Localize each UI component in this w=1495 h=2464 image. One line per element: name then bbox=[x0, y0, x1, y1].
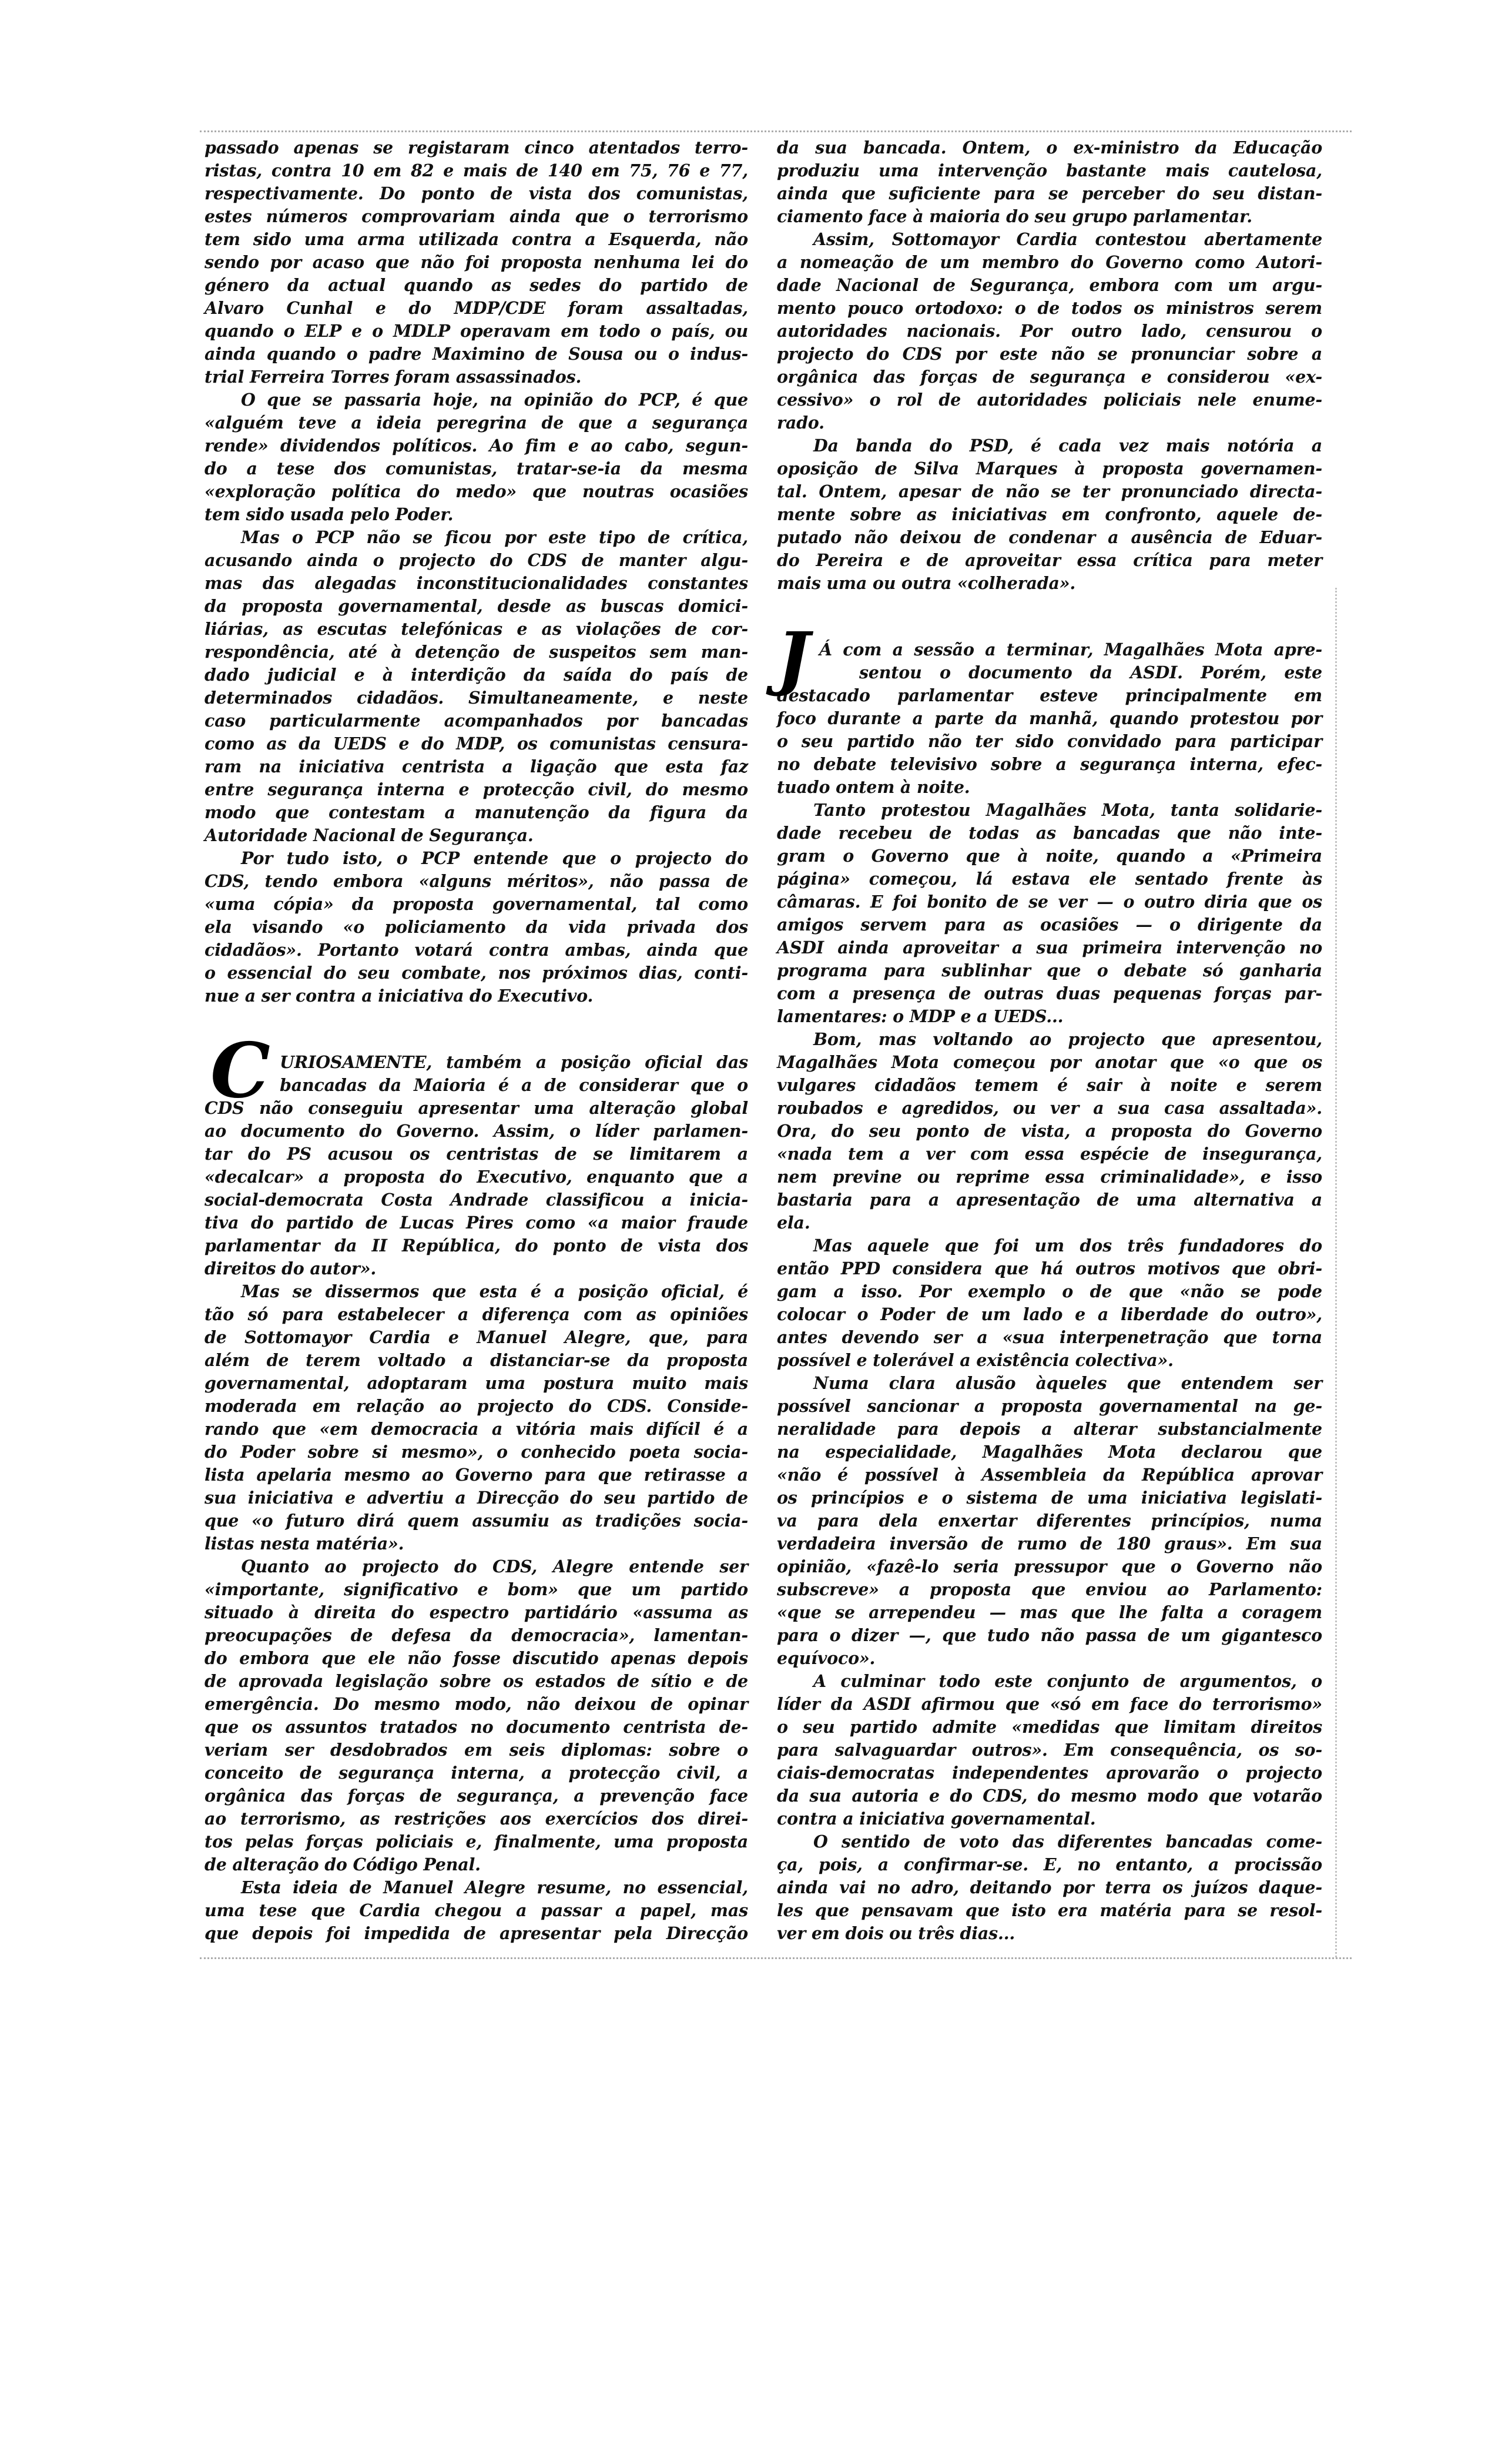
text-line: orgânica das forças de segurança, a prevenção face bbox=[205, 1786, 748, 1806]
text-line: ao terrorismo, as restrições aos exercícios dos direi- bbox=[205, 1809, 748, 1829]
text-line: Quanto ao projecto do CDS, Alegre entende ser bbox=[241, 1556, 748, 1576]
text-line: bastaria para a apresentação de uma alternativa a bbox=[777, 1190, 1322, 1210]
paragraph bbox=[205, 526, 748, 847]
text-line: les que pensavam que isto era matéria para se resol- bbox=[777, 1900, 1322, 1920]
text-line: sentou o documento da ASDI. Porém, este bbox=[859, 662, 1322, 682]
text-line: cessivo» o rol de autoridades policiais nele enume- bbox=[777, 390, 1322, 410]
text-line: governamental, adoptaram uma postura muito mais bbox=[205, 1373, 748, 1393]
text-line: género da actual quando as sedes do partido de bbox=[205, 275, 748, 295]
text-line: de alteração do Código Penal. bbox=[205, 1854, 481, 1874]
text-line: tiva do partido de Lucas Pires como «a maior fraude bbox=[205, 1213, 748, 1233]
text-line: o seu partido não ter sido convidado para participar bbox=[777, 731, 1322, 751]
text-line: de Sottomayor Cardia e Manuel Alegre, que, para bbox=[205, 1327, 748, 1347]
text-line: projecto do CDS por este não se pronunciar sobre a bbox=[777, 344, 1322, 364]
text-line: tem sido uma arma utilizada contra a Esquerda, não bbox=[205, 229, 748, 249]
text-line: Da banda do PSD, é cada vez mais notória a bbox=[813, 436, 1322, 456]
paragraph bbox=[777, 228, 1322, 434]
text-line: quando o ELP e o MDLP operavam em todo o país, ou bbox=[205, 321, 748, 341]
text-line: tem sido usada pelo Poder. bbox=[205, 504, 454, 524]
text-line: Ora, do seu ponto de vista, a proposta do Governo bbox=[777, 1121, 1322, 1141]
text-line: determinados cidadãos. Simultaneamente, e neste bbox=[205, 688, 748, 708]
text-line: o seu partido admite «medidas que limitam direitos bbox=[777, 1717, 1322, 1737]
text-line: ça, pois, a confirmar-se. E, no entanto, a procissão bbox=[777, 1854, 1322, 1874]
text-line: respectivamente. Do ponto de vista dos comunistas, bbox=[205, 183, 748, 203]
paragraph bbox=[777, 1830, 1322, 1945]
text-line: ainda que suficiente para se perceber do seu distan- bbox=[777, 183, 1322, 203]
text-line: entre segurança interna e protecção civil, do mesmo bbox=[205, 779, 748, 799]
text-line: Assim, Sottomayor Cardia contestou abertamente bbox=[813, 229, 1322, 249]
text-line: então PPD considera que há outros motivos que obri- bbox=[777, 1258, 1322, 1278]
text-line: da sua autoria e do CDS, do mesmo modo que votarão bbox=[777, 1786, 1322, 1806]
text-line: direitos do autor». bbox=[205, 1258, 377, 1278]
text-line: verdadeira inversão de rumo de 180 graus». Em sua bbox=[777, 1534, 1322, 1554]
text-line: que depois foi impedida de apresentar pela Direcção bbox=[205, 1923, 748, 1943]
text-line: rado. bbox=[777, 413, 824, 433]
text-line: rende» dividendos políticos. Ao fim e ao cabo, segun- bbox=[205, 436, 748, 456]
text-line: rando que «em democracia a vitória mais difícil é a bbox=[205, 1419, 748, 1439]
text-line: «nada tem a ver com essa espécie de insegurança, bbox=[777, 1144, 1322, 1164]
text-line: ela visando «o policiamento da vida privada dos bbox=[205, 917, 748, 937]
text-line: mas das alegadas inconstitucionalidades constantes bbox=[205, 573, 748, 593]
text-line: caso particularmente acompanhados por bancadas bbox=[205, 711, 748, 731]
paragraph bbox=[205, 847, 748, 1007]
text-line: líder da ASDI afirmou que «só em face do terrorismo» bbox=[777, 1694, 1322, 1714]
text-line: lamentares: o MDP e a UEDS... bbox=[777, 1006, 1064, 1026]
text-line: ciais-democratas independentes aprovarão o projecto bbox=[777, 1763, 1322, 1783]
text-line: ram na iniciativa centrista a ligação que esta faz bbox=[205, 756, 748, 776]
text-line: os princípios e o sistema de uma iniciativa legislati- bbox=[777, 1488, 1322, 1508]
text-line: liárias, as escutas telefónicas e as violações de cor- bbox=[205, 619, 748, 639]
text-line: como as da UEDS e do MDP, os comunistas censura- bbox=[205, 734, 748, 754]
text-line: «uma cópia» da proposta governamental, tal como bbox=[205, 894, 748, 914]
text-line: uma tese que Cardia chegou a passar a papel, mas bbox=[205, 1900, 748, 1920]
text-line: lista apelaria mesmo ao Governo para que retirasse a bbox=[205, 1465, 748, 1485]
text-line: para o dizer —, que tudo não passa de um gigantesco bbox=[777, 1625, 1322, 1645]
text-line: URIOSAMENTE, também a posição oficial das bbox=[280, 1052, 748, 1072]
text-line: O sentido de voto das diferentes bancadas come- bbox=[813, 1832, 1322, 1852]
text-line: antes devendo ser a «sua interpenetração que torna bbox=[777, 1327, 1322, 1347]
bottom-rule bbox=[200, 1957, 1352, 1959]
text-line: preocupações de defesa da democracia», lamentan- bbox=[205, 1625, 748, 1645]
text-line: neralidade para depois a alterar substancialmente bbox=[777, 1419, 1322, 1439]
text-line: produziu uma intervenção bastante mais cautelosa, bbox=[777, 160, 1322, 180]
text-line: CDS, tendo embora «alguns méritos», não passa de bbox=[205, 871, 748, 891]
text-line: Mas o PCP não se ficou por este tipo de crítica, bbox=[241, 527, 748, 547]
paragraph bbox=[205, 1555, 748, 1876]
text-line: ela. bbox=[777, 1213, 810, 1233]
text-line: tão só para estabelecer a diferença com as opiniões bbox=[205, 1304, 748, 1324]
text-line: passado apenas se registaram cinco atentados terro- bbox=[205, 138, 748, 158]
text-line: nue a ser contra a iniciativa do Executivo. bbox=[205, 986, 594, 1006]
text-line: nem previne ou reprime essa criminalidade», e isso bbox=[777, 1167, 1322, 1187]
text-line: Autoridade Nacional de Segurança. bbox=[205, 825, 534, 845]
text-line: Bom, mas voltando ao projecto que apresentou, bbox=[813, 1029, 1322, 1049]
section-break bbox=[205, 1007, 748, 1051]
text-line: no debate televisivo sobre a segurança interna, efec- bbox=[777, 754, 1322, 774]
text-line: «exploração política do medo» que noutras ocasiões bbox=[205, 481, 748, 501]
text-line: modo que contestam a manutenção da figura da bbox=[205, 802, 748, 822]
text-line: listas nesta matéria». bbox=[205, 1534, 404, 1554]
text-line: «que se arrependeu — mas que lhe falta a coragem bbox=[777, 1602, 1322, 1622]
text-line: veriam ser desdobrados em seis diplomas: sobre o bbox=[205, 1740, 748, 1760]
text-line: sua iniciativa e advertiu a Direcção do seu partido de bbox=[205, 1488, 748, 1508]
section-break bbox=[777, 595, 1322, 638]
text-line: o essencial do seu combate, nos próximos dias, conti- bbox=[205, 963, 748, 983]
text-line: Numa clara alusão àqueles que entendem ser bbox=[813, 1373, 1322, 1393]
paragraph bbox=[205, 136, 748, 389]
text-line: de aprovada legislação sobre os estados de sítio e de bbox=[205, 1671, 748, 1691]
text-line: va para dela enxertar diferentes princípios, numa bbox=[777, 1511, 1322, 1531]
text-line: emergência. Do mesmo modo, não deixou de opinar bbox=[205, 1694, 748, 1714]
text-line: autoridades nacionais. Por outro lado, censurou o bbox=[777, 321, 1322, 341]
paragraph bbox=[205, 1876, 748, 1945]
text-line: social-democrata Costa Andrade classificou a inicia- bbox=[205, 1190, 748, 1210]
text-line: putado não deixou de condenar a ausência de Eduar- bbox=[777, 527, 1322, 547]
text-line: possível e tolerável a existência colectiva». bbox=[777, 1350, 1174, 1370]
text-line: conceito de segurança interna, a protecção civil, a bbox=[205, 1763, 748, 1783]
text-line: do a tese dos comunistas, tratar-se-ia da mesma bbox=[205, 458, 748, 478]
text-line: sendo por acaso que não foi proposta nenhuma lei do bbox=[205, 252, 748, 272]
text-line: roubados e agredidos, ou ver a sua casa assaltada». bbox=[777, 1098, 1322, 1118]
text-line: da sua bancada. Ontem, o ex-ministro da Educação bbox=[777, 138, 1322, 158]
text-line: tuado ontem à noite. bbox=[777, 777, 970, 797]
text-line: mento pouco ortodoxo: o de todos os ministros serem bbox=[777, 298, 1322, 318]
text-line: O que se passaria hoje, na opinião do PCP, é que bbox=[241, 390, 748, 410]
text-line: mente sobre as iniciativas em confronto, aquele de- bbox=[777, 504, 1322, 524]
text-line: gam a isso. Por exemplo o de que «não se pode bbox=[777, 1281, 1322, 1301]
drop-cap: C bbox=[210, 1027, 270, 1115]
text-line: com a presença de outras duas pequenas forças par- bbox=[777, 983, 1322, 1003]
paragraph bbox=[777, 1234, 1322, 1372]
text-line: CDS não conseguiu apresentar uma alteração global bbox=[205, 1098, 748, 1118]
text-line: cidadãos». Portanto votará contra ambas, ainda que bbox=[205, 940, 748, 960]
text-line: a nomeação de um membro do Governo como Autori- bbox=[777, 252, 1322, 272]
section-opening-paragraph bbox=[205, 1027, 748, 1280]
text-line: parlamentar da II República, do ponto de vista dos bbox=[205, 1236, 748, 1256]
text-line: bancadas da Maioria é a de considerar que o bbox=[280, 1075, 748, 1095]
text-line: além de terem voltado a distanciar-se da proposta bbox=[205, 1350, 748, 1370]
text-line: que «o futuro dirá quem assumiu as tradições socia- bbox=[205, 1511, 748, 1531]
text-line: respondência, até à detenção de suspeitos sem man- bbox=[205, 642, 748, 662]
text-line: subscreve» a proposta que enviou ao Parlamento: bbox=[777, 1579, 1322, 1599]
text-line: oposição de Silva Marques à proposta governamen- bbox=[777, 458, 1322, 478]
text-line: Á com a sessão a terminar, Magalhães Mota apre- bbox=[819, 640, 1322, 659]
paragraph bbox=[777, 434, 1322, 595]
right-column-border bbox=[1335, 588, 1337, 1957]
text-line: trial Ferreira Torres foram assassinados. bbox=[205, 367, 582, 387]
text-line: «decalcar» a proposta do Executivo, enquanto que a bbox=[205, 1167, 748, 1187]
paragraph bbox=[205, 389, 748, 526]
text-line: tos pelas forças policiais e, finalmente, uma proposta bbox=[205, 1832, 748, 1852]
text-line: Tanto protestou Magalhães Mota, tanta solidarie- bbox=[813, 800, 1322, 820]
paragraph bbox=[777, 799, 1322, 1028]
text-line: contra a iniciativa governamental. bbox=[777, 1809, 1096, 1829]
text-line: tal. Ontem, apesar de não se ter pronunciado directa- bbox=[777, 481, 1322, 501]
paragraph bbox=[777, 1372, 1322, 1670]
text-line: mais uma ou outra «colherada». bbox=[777, 573, 1076, 593]
text-line: câmaras. E foi bonito de se ver — o outro diria que os bbox=[777, 892, 1322, 912]
text-line: para salvaguardar outros». Em consequência, os so- bbox=[777, 1740, 1322, 1760]
text-line: ao documento do Governo. Assim, o líder parlamen- bbox=[205, 1121, 748, 1141]
text-line: vulgares cidadãos temem é sair à noite e serem bbox=[777, 1075, 1322, 1095]
text-line: «alguém teve a ideia peregrina de que a segurança bbox=[205, 413, 748, 433]
text-line: situado à direita do espectro partidário «assuma as bbox=[205, 1602, 748, 1622]
text-line: gram o Governo que à noite, quando a «Primeira bbox=[777, 846, 1322, 866]
text-line: dade Nacional de Segurança, embora com um argu- bbox=[777, 275, 1322, 295]
text-line: foco durante a parte da manhã, quando protestou por bbox=[777, 708, 1322, 728]
text-line: amigos servem para as ocasiões — o dirigente da bbox=[777, 915, 1322, 935]
text-line: Esta ideia de Manuel Alegre resume, no essencial, bbox=[241, 1877, 748, 1897]
text-line: do embora que ele não fosse discutido apenas depois bbox=[205, 1648, 748, 1668]
paragraph bbox=[205, 1280, 748, 1555]
text-line: ainda quando o padre Maximino de Sousa ou o indus- bbox=[205, 344, 748, 364]
paragraph bbox=[777, 136, 1322, 228]
text-line: ristas, contra 10 em 82 e mais de 140 em 75, 76 e 77, bbox=[205, 160, 748, 180]
article-column-left bbox=[205, 136, 748, 1945]
text-line: ainda vai no adro, deitando por terra os juízos daque- bbox=[777, 1877, 1322, 1897]
text-line: estes números comprovariam ainda que o terrorismo bbox=[205, 206, 748, 226]
text-line: página» começou, lá estava ele sentado frente às bbox=[777, 869, 1322, 889]
text-line: Por tudo isto, o PCP entende que o projecto do bbox=[241, 848, 748, 868]
text-line: Mas aquele que foi um dos três fundadores do bbox=[813, 1236, 1322, 1256]
paragraph bbox=[777, 1670, 1322, 1830]
section-opening-paragraph bbox=[777, 617, 1322, 799]
text-line: equívoco». bbox=[777, 1648, 876, 1668]
text-line: programa para sublinhar que o debate só ganharia bbox=[777, 960, 1322, 980]
text-line: ASDI ainda aproveitar a sua primeira intervenção no bbox=[777, 938, 1322, 958]
text-line: acusando ainda o projecto do CDS de manter algu- bbox=[205, 550, 748, 570]
text-line: destacado parlamentar esteve principalmente em bbox=[777, 685, 1322, 705]
text-line: Mas se dissermos que esta é a posição oficial, é bbox=[241, 1281, 748, 1301]
text-line: possível sancionar a proposta governamental na ge- bbox=[777, 1396, 1322, 1416]
text-line: «não é possível à Assembleia da República aprovar bbox=[777, 1465, 1322, 1485]
text-line: do Pereira e de aproveitar essa crítica para meter bbox=[777, 550, 1322, 570]
text-line: tar do PS acusou os centristas de se limitarem a bbox=[205, 1144, 748, 1164]
text-line: dade recebeu de todas as bancadas que não inte- bbox=[777, 823, 1322, 843]
text-line: dado judicial e à interdição da saída do país de bbox=[205, 665, 748, 685]
text-line: colocar o Poder de um lado e a liberdade do outro», bbox=[777, 1304, 1322, 1324]
text-line: Alvaro Cunhal e do MDP/CDE foram assaltadas, bbox=[205, 298, 748, 318]
text-line: na especialidade, Magalhães Mota declarou que bbox=[777, 1442, 1322, 1462]
text-line: ciamento face à maioria do seu grupo parlamentar. bbox=[777, 206, 1253, 226]
text-line: Magalhães Mota começou por anotar que «o que os bbox=[777, 1052, 1322, 1072]
article-column-right bbox=[777, 136, 1322, 1945]
top-rule bbox=[200, 130, 1352, 132]
text-line: moderada em relação ao projecto do CDS. Conside- bbox=[205, 1396, 748, 1416]
text-line: ver em dois ou três dias... bbox=[777, 1923, 1015, 1943]
text-line: opinião, «fazê-lo seria pressupor que o Governo não bbox=[777, 1556, 1322, 1576]
paragraph bbox=[777, 1028, 1322, 1234]
text-line: «importante, significativo e bom» que um partido bbox=[205, 1579, 748, 1599]
text-line: do Poder sobre si mesmo», o conhecido poeta socia- bbox=[205, 1442, 748, 1462]
text-line: orgânica das forças de segurança e considerou «ex- bbox=[777, 367, 1322, 387]
text-line: que os assuntos tratados no documento centrista de- bbox=[205, 1717, 748, 1737]
text-line: da proposta governamental, desde as buscas domici- bbox=[205, 596, 748, 616]
drop-cap: J bbox=[777, 617, 810, 698]
text-line: A culminar todo este conjunto de argumentos, o bbox=[813, 1671, 1322, 1691]
